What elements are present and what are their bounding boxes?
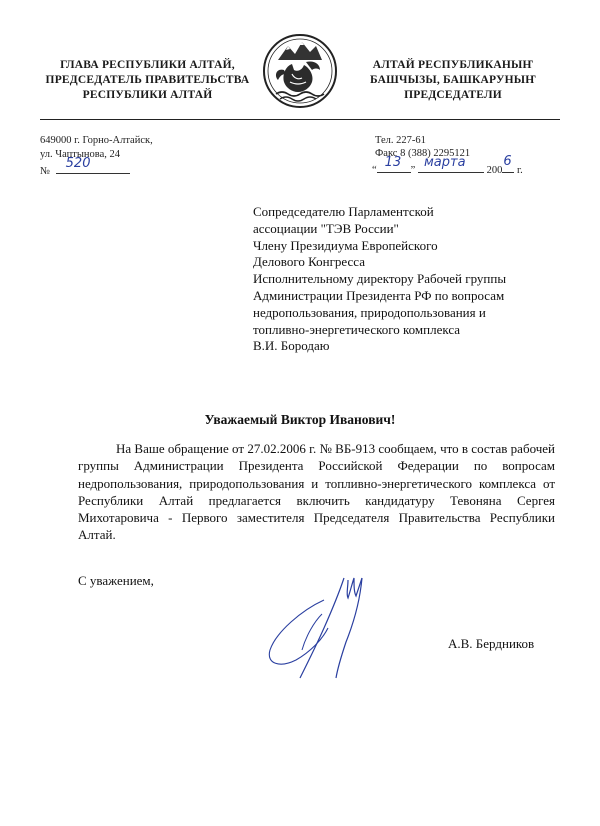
- signature-icon: [262, 570, 392, 685]
- outgoing-number: [40, 156, 130, 179]
- addressee-line: ассоциации "ТЭВ России": [253, 220, 399, 236]
- date-suffix: г.: [516, 165, 523, 176]
- letter-body: [78, 440, 555, 544]
- addressee-line: Исполнительному директору Рабочей группы: [253, 271, 507, 287]
- header-left-line: ГЛАВА РЕСПУБЛИКИ АЛТАЙ,: [60, 59, 235, 71]
- address-postal: 649000 г. Горно-Алтайск,: [40, 135, 153, 146]
- phone: Тел. 227-61: [375, 135, 426, 146]
- addressee-line: Члену Президиума Европейского: [253, 237, 438, 253]
- header-right-line: БАШЧЫЗЫ, БАШКАРУНЫҤ: [369, 74, 537, 86]
- addressee-line: Администрации Президента РФ по вопросам: [253, 287, 505, 303]
- fax: Факс 8 (388) 2295121: [375, 148, 471, 159]
- date-month: марта: [423, 155, 466, 170]
- header-left-line: ПРЕДСЕДАТЕЛЬ ПРАВИТЕЛЬСТВА: [45, 74, 250, 86]
- address-street: ул. Чаптынова, 24: [40, 149, 120, 160]
- date-day: 13: [384, 155, 402, 170]
- greeting: Уважаемый Виктор Иванович!: [204, 412, 396, 427]
- addressee-line: Сопредседателю Парламентской: [253, 204, 434, 219]
- letter-date: “ 13 ” марта 200 6 г.: [372, 154, 523, 176]
- body-paragraph: На Ваше обращение от 27.02.2006 г. № ВБ-913 сообщаем, что в состав рабочей группы Администрации Президента Российской Федерации по вопросам недропользования, природопользования и топливно-энергетического комплекса от Республики Алтай предлагается включить кандидатуру Тевоняна Сергея Михотаровича - Первого заместителя Председателя Правительства Республики Алтай.: [78, 441, 555, 543]
- date-year-prefix: 200: [486, 165, 503, 176]
- header-right-line: ПРЕДСЕДАТЕЛИ: [404, 89, 502, 101]
- altai-coat-of-arms-icon: [262, 30, 338, 112]
- addressee-line: топливно-энергетического комплекса: [253, 321, 461, 337]
- header-rule: [40, 119, 560, 120]
- number-value: 520: [65, 156, 91, 171]
- header-left: [40, 58, 255, 103]
- addressee-line: Делового Конгресса: [253, 254, 365, 270]
- addressee-line: В.И. Бородаю: [253, 338, 330, 354]
- header-left-line: РЕСПУБЛИКИ АЛТАЙ: [82, 89, 213, 101]
- header-right-line: АЛТАЙ РЕСПУБЛИКАНЫҤ: [372, 59, 534, 71]
- date-year-digit: 6: [503, 154, 512, 169]
- addressee-line: недропользования, природопользования и: [253, 304, 486, 320]
- addressee-block: [253, 204, 506, 355]
- header-right: [344, 58, 562, 103]
- signatory-name: А.В. Бердников: [448, 636, 535, 651]
- closing: С уважением,: [78, 573, 154, 588]
- number-label: №: [40, 166, 51, 177]
